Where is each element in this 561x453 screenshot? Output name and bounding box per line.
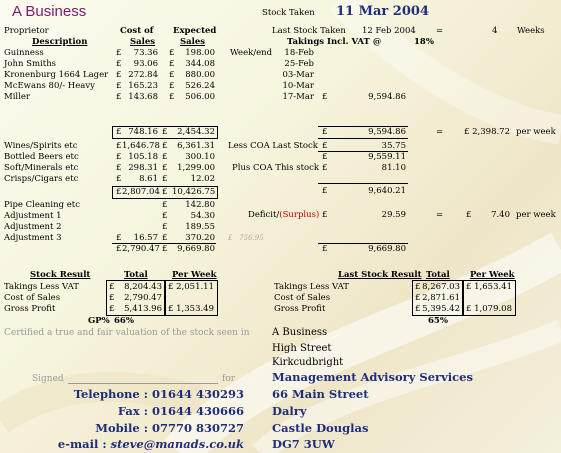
expected-sales-label: Sales: [180, 37, 206, 47]
pound-sign: £: [466, 210, 472, 220]
item-sales: 526.24: [185, 81, 215, 91]
fax-number: Fax : 01644 430666: [117, 404, 244, 418]
pound-sign: £: [116, 127, 122, 137]
pound-sign: £: [162, 127, 168, 137]
adjustment-sales: 142.80: [185, 200, 215, 210]
ghost-value: [228, 234, 264, 242]
adjustment-sales: 189.55: [185, 222, 215, 232]
category-sales: 300.10: [185, 152, 215, 162]
item-sales: 506.00: [185, 92, 215, 102]
pound-sign: £: [322, 127, 328, 137]
pound-sign: £: [169, 81, 175, 91]
pound-sign: £: [116, 59, 122, 69]
item-cost: 73.36: [133, 48, 158, 58]
less-coa-value: 35.75: [381, 141, 406, 151]
coa-sub-value: 9,559.11: [368, 152, 406, 162]
adjustment-cost: 16.57: [133, 233, 158, 243]
adjustment-description: Adjustment 2: [4, 222, 62, 232]
last-result-week-header: Per Week: [470, 270, 515, 280]
pound-sign: £: [109, 282, 115, 292]
category-description: Wines/Spirits etc: [4, 141, 78, 151]
signature-line[interactable]: [68, 383, 218, 384]
per-week-label: per week: [516, 127, 556, 137]
category-description: Crisps/Cigars etc: [4, 174, 79, 184]
last-stock-date: 12 Feb 2004: [362, 26, 416, 36]
pound-sign: £: [466, 282, 472, 292]
gp-label: GP%: [88, 316, 110, 326]
pound-sign: £: [162, 187, 168, 197]
proprietor-label: Proprietor: [4, 26, 49, 36]
business-title: A Business: [12, 3, 87, 20]
category-description: Bottled Beers etc: [4, 152, 79, 162]
expected-label: Expected: [173, 26, 217, 36]
pound-sign: £: [415, 282, 421, 292]
week-end-date: 10-Mar: [282, 81, 314, 91]
email-label: e-mail :: [57, 437, 107, 451]
firm-address-line: 66 Main Street: [272, 387, 369, 401]
result-label: Cost of Sales: [4, 293, 61, 303]
item-description: Miller: [4, 92, 30, 102]
pound-sign: £: [322, 92, 328, 102]
less-coa-label: Less COA Last Stock: [228, 141, 318, 151]
result-total: 2,790.47: [124, 293, 162, 303]
category-sales: 6,361.31: [177, 141, 215, 151]
deficit-value: 29.59: [381, 210, 406, 220]
deficit-label: Deficit/: [248, 210, 280, 220]
pound-sign: £: [116, 141, 122, 151]
telephone-number: Telephone : 01644 430293: [73, 387, 244, 401]
takings-per-week: £ 2,398.72: [464, 127, 510, 137]
gp-value: 66%: [114, 316, 134, 326]
pound-sign: £: [116, 174, 122, 184]
pound-sign: £: [415, 304, 421, 314]
per-week-label: per week: [516, 210, 556, 220]
category-cost: 1,646.78: [122, 141, 160, 151]
stock-taken-label: Stock Taken: [262, 8, 315, 18]
item-sales: 198.00: [185, 48, 215, 58]
pound-sign: £: [466, 304, 472, 314]
category-cost: 298.31: [128, 163, 158, 173]
pound-sign: £: [169, 70, 175, 80]
firm-postcode: DG7 3UW: [272, 437, 335, 451]
result-label: Gross Profit: [4, 304, 56, 314]
pound-sign: £: [116, 244, 122, 254]
result-label: Takings Less VAT: [274, 282, 349, 292]
week-end-date: 25-Feb: [284, 59, 314, 69]
address-line: High Street: [272, 343, 332, 354]
vat-rate: 18%: [414, 37, 434, 47]
pound-sign: £: [162, 222, 168, 232]
week-end-label: Week/end: [230, 48, 273, 58]
plus-coa-value: 81.10: [381, 163, 406, 173]
item-description: Kronenburg 1664 Lager: [4, 70, 109, 80]
deficit-surplus-label: [248, 210, 319, 220]
address-line: A Business: [272, 327, 328, 338]
takings-incl-vat-label: Takings Incl. VAT @: [287, 37, 382, 47]
ghost-pound: £: [228, 234, 233, 242]
item-cost: 143.68: [128, 92, 158, 102]
cost-of-label: Cost of: [120, 26, 154, 36]
subtotal-sales: 2,454.32: [177, 127, 215, 137]
pound-sign: £: [162, 244, 168, 254]
category-total-cost: 2,807.04: [122, 187, 160, 197]
coa-final-value: 9,669.80: [368, 244, 406, 254]
grand-total-sales: 9,669.80: [177, 244, 215, 254]
item-cost: 272.84: [128, 70, 158, 80]
item-description: John Smiths: [4, 59, 57, 69]
stock-taken-date: 11 Mar 2004: [336, 4, 429, 19]
signed-label: Signed: [32, 374, 64, 384]
takings-again: 9,594.86: [368, 127, 406, 137]
adjustment-description: Adjustment 1: [4, 211, 62, 221]
adjustment-description: Adjustment 3: [4, 233, 62, 243]
result-week: 1,653.41: [474, 282, 512, 292]
result-total: 8,204.43: [124, 282, 162, 292]
result-label: Gross Profit: [274, 304, 326, 314]
equals-sign: =: [436, 127, 444, 137]
item-cost: 93.06: [133, 59, 158, 69]
pound-sign: £: [322, 210, 328, 220]
category-sales: 12.02: [190, 174, 215, 184]
coa-net-value: 9,640.21: [368, 186, 406, 196]
address-line: Kirkcudbright: [272, 357, 344, 368]
firm-name: Management Advisory Services: [272, 370, 473, 384]
pound-sign: £: [162, 233, 168, 243]
week-end-date: 18-Feb: [284, 48, 314, 58]
plus-coa-label: Plus COA This stock: [232, 163, 320, 173]
takings-total: 9,594.86: [368, 92, 406, 102]
item-description: McEwans 80/- Heavy: [4, 81, 95, 91]
pound-sign: £: [116, 152, 122, 162]
pound-sign: £: [169, 59, 175, 69]
equals-sign: =: [436, 210, 444, 220]
category-description: Soft/Minerals etc: [4, 163, 79, 173]
deficit-per-week: 7.40: [491, 210, 510, 220]
subtotal-cost: 748.16: [128, 127, 158, 137]
pound-sign: £: [322, 163, 328, 173]
category-cost: 105.18: [128, 152, 158, 162]
pound-sign: £: [322, 141, 328, 151]
ghost-amount: 756.95: [239, 234, 264, 242]
pound-sign: £: [168, 304, 174, 314]
pound-sign: £: [116, 187, 122, 197]
result-total: 5,395.42: [422, 304, 460, 314]
pound-sign: £: [322, 186, 328, 196]
category-sales: 1,299.00: [177, 163, 215, 173]
item-cost: 165.23: [128, 81, 158, 91]
result-total: 8,267.03: [422, 282, 460, 292]
pound-sign: £: [322, 152, 328, 162]
adjustment-sales: 54.30: [190, 211, 215, 221]
stock-result-total-header: Total: [124, 270, 148, 280]
pound-sign: £: [116, 48, 122, 58]
result-total: 2,871.61: [422, 293, 460, 303]
pound-sign: £: [109, 293, 115, 303]
result-label: Takings Less VAT: [4, 282, 79, 292]
item-sales: 344.08: [185, 59, 215, 69]
weeks-count: 4: [492, 26, 498, 36]
pound-sign: £: [116, 81, 122, 91]
pound-sign: £: [109, 304, 115, 314]
pound-sign: £: [162, 211, 168, 221]
mobile-number: Mobile : 07770 830727: [95, 421, 244, 435]
pound-sign: £: [116, 70, 122, 80]
pound-sign: £: [168, 282, 174, 292]
firm-address-line: Dalry: [272, 404, 307, 418]
result-week: 1,079.08: [474, 304, 512, 314]
stock-result-week-header: Per Week: [172, 270, 217, 280]
last-stock-result-title: Last Stock Result: [338, 270, 422, 280]
surplus-label: (Surplus): [279, 210, 320, 220]
last-gp-value: 65%: [428, 316, 448, 326]
category-total-sales: 10,426.75: [172, 187, 216, 197]
equals-sign: =: [436, 26, 444, 36]
pound-sign: £: [162, 141, 168, 151]
grand-total-cost: 2,790.47: [122, 244, 160, 254]
stock-result-title: Stock Result: [30, 270, 91, 280]
description-header: Description: [32, 37, 88, 47]
adjustment-description: Pipe Cleaning etc: [4, 200, 80, 210]
pound-sign: £: [415, 293, 421, 303]
firm-address-line: Castle Douglas: [272, 421, 369, 435]
adjustment-sales: 370.20: [185, 233, 215, 243]
result-total: 5,413.96: [124, 304, 162, 314]
last-result-total-header: Total: [426, 270, 450, 280]
certification-text: Certified a true and fair valuation of the stock seen in: [4, 328, 250, 338]
week-end-date: 03-Mar: [282, 70, 314, 80]
weeks-label: Weeks: [517, 26, 545, 36]
last-stock-taken-label: Last Stock Taken: [272, 26, 346, 36]
pound-sign: £: [169, 92, 175, 102]
email-link[interactable]: steve@manads.co.uk: [110, 437, 244, 451]
item-description: Guinness: [4, 48, 44, 58]
pound-sign: £: [116, 163, 122, 173]
pound-sign: £: [162, 152, 168, 162]
for-label: for: [222, 374, 236, 384]
pound-sign: £: [116, 233, 122, 243]
pound-sign: £: [162, 163, 168, 173]
pound-sign: £: [169, 48, 175, 58]
item-sales: 880.00: [185, 70, 215, 80]
pound-sign: £: [322, 244, 328, 254]
result-week: 1,353.49: [176, 304, 214, 314]
pound-sign: £: [162, 200, 168, 210]
week-end-date: 17-Mar: [282, 92, 314, 102]
pound-sign: £: [116, 92, 122, 102]
result-week: 2,051.11: [176, 282, 214, 292]
email-line: [40, 439, 244, 449]
pound-sign: £: [162, 174, 168, 184]
result-label: Cost of Sales: [274, 293, 331, 303]
category-cost: 8.61: [139, 174, 158, 184]
cost-sales-label: Sales: [130, 37, 156, 47]
